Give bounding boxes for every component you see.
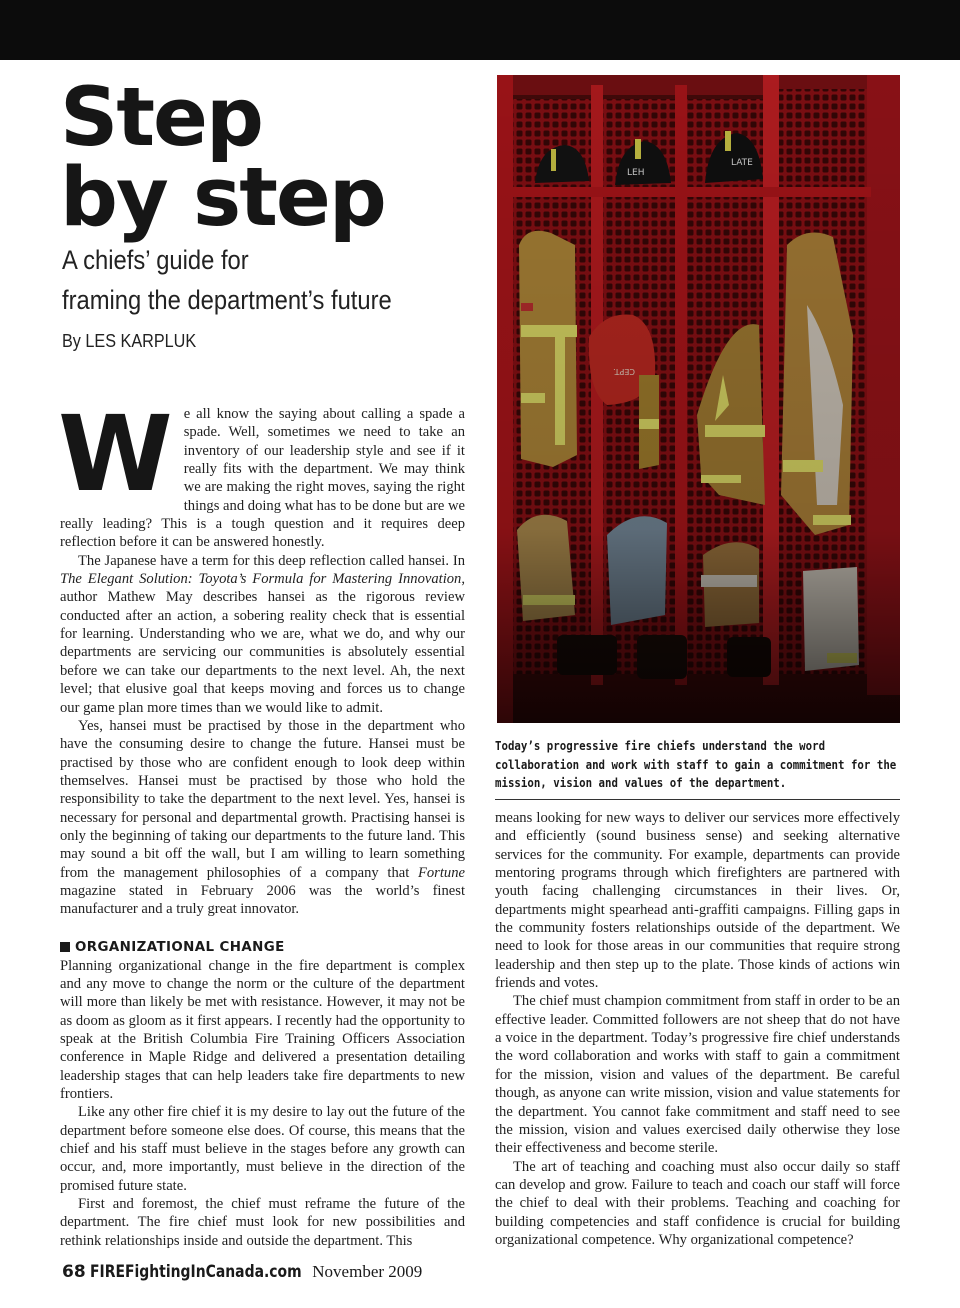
left-column	[58, 393, 465, 1250]
magazine-name: Fortune	[417, 864, 465, 881]
section-heading: ORGANIZATIONAL CHANGE	[60, 939, 465, 957]
paragraph-6: First and foremost, the chief must reframe the future of the department. The fire chief must look for new possibilities and rethink relationships inside and outside the department. This	[60, 1196, 465, 1249]
paragraph-r2: The chief must champion commitment from staff in order to be an effective leader. Committed followers are not sheep that do not have a voice in the department. Today’s progressive fire chief understands the word collaboration and works with staff to gain a commitment for the mission, vision and values of the department. Be careful though, as anyone can write mission, vision and value statements for the department. You cannot fake commitment and staff need to see the mission, vision and values exercised daily otherwise they lose their effectiveness and become sterile.	[495, 993, 900, 1157]
paragraph-3: Yes, hansei must be practised by those in the department who have the consuming desire to change the future. Hansei must be practised by those who are confident enough to look deep within themselves. Hansei must be practised by those who hold the responsibility to take the department to the next level. Yes, hansei is necessary for personal and departmental growth. Practising hansei is only the beginning of taking our departments to the future land. This may sound a bit off the wall, but I am willing to learn something from the management philosophies of a company that Fortune magazine stated in February 2006 was the world’s finest manufacturer and a truly great innovator.	[60, 717, 465, 918]
drop-cap: W	[58, 393, 170, 515]
top-black-bar	[0, 0, 960, 60]
caption-divider	[495, 799, 900, 800]
subtitle-line-2: framing the department’s future	[62, 285, 392, 315]
page-footer	[62, 1262, 422, 1282]
right-column	[495, 809, 900, 1249]
page-number: 68	[62, 1262, 86, 1282]
paragraph-4: Planning organizational change in the fire department is complex and any move to change the norm or the culture of the department will more than likely be met with resistance. However, it may not be as doom as gloom as it first appears. I recently had the opportunity to speak at the British Columbia Fire Training Officers Association conference in Maple Ridge and delivered a presentation detailing leadership stages that can help leaders take fire departments to new frontiers.	[60, 957, 465, 1103]
paragraph-r1: means looking for new ways to deliver our services more effectively and efficiently (sound business sense) and seeking alternative services for the community. For example, departments can provide mentoring programs through which firefighters are partnered with youth facing challenging circumstances in their lives. Or, departments might spearhead anti-graffiti campaigns. Filling gaps in the community fosters relationships outside of the department. We need to look for those areas in our communities that require strong leadership and then step up to the plate. Those kinds of actions win friends and votes.	[495, 810, 900, 992]
paragraph-5: Like any other fire chief it is my desire to lay out the future of the department before someone else does. Of course, this means that the chief and his staff must believe in the stages before any growth can occur, and, more importantly, must believe in the direction of the promised future state.	[60, 1104, 465, 1194]
square-bullet-icon	[60, 942, 70, 952]
article-subtitle	[62, 240, 432, 320]
subtitle-line-1: A chiefs’ guide for	[62, 245, 249, 275]
book-title: The Elegant Solution: Toyota’s Formula for Mastering Innovation	[60, 571, 462, 588]
title-line-2: by step	[60, 151, 385, 245]
title-line-1: Step	[60, 71, 262, 165]
paragraph-1: We all know the saying about calling a spade a spade. Well, sometimes we need to take an inventory of our leadership style and see if it really fits with the department. We may think we are making the right moves, saying the right things and doing what has to be done but are we really leading? This is a tough question and it requires deep reflection before it can be answered honestly.	[58, 393, 465, 551]
byline: By LES KARPLUK	[62, 331, 197, 351]
paragraph-2: The Japanese have a term for this deep reflection called hansei. In The Elegant Solution: Toyota’s Formula for Mastering Innovation, author Mathew May describes hansei as the rigorous review conducted after an action, a sobering reality check that is essential for learning. Understanding who we are, what we do, and why our departments are servicing our communities is absolutely essential before we can take our departments to the next level. Ah, the next level; that elusive goal that keeps moving and forces us to change our game plan more times than we would like to admit.	[60, 552, 465, 716]
locker-room-photo	[497, 75, 900, 723]
footer-site-name: FIREFightingInCanada.com	[89, 1262, 302, 1282]
article-title	[60, 71, 385, 245]
footer-date: November 2009	[312, 1262, 423, 1281]
photo-caption: Today’s progressive fire chiefs understand the word collaboration and work with staff to gain a commitment for the mission, vision and values of the department.	[495, 738, 897, 790]
paragraph-r3: The art of teaching and coaching must also occur daily so staff can develop and grow. Failure to teach and coach our staff will force the chief to deal with their problems. Teaching and coaching for building competencies and staff confidence is crucial for building organizational competence. Why organizational competence?	[495, 1158, 900, 1248]
